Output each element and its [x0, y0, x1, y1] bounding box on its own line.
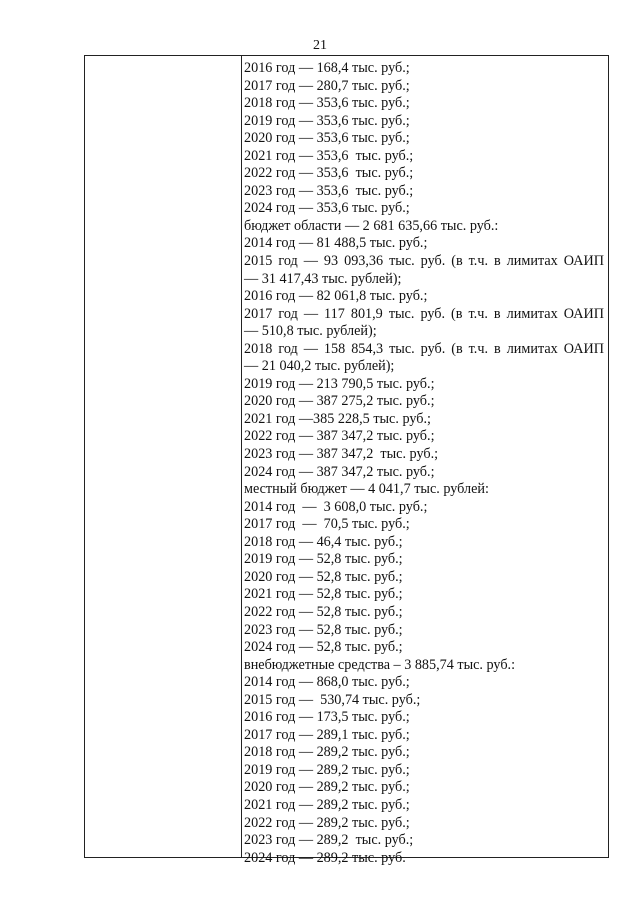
funding-line: 2018 год — 289,2 тыс. руб.; [244, 744, 410, 761]
funding-line: 2014 год — 81 488,5 тыс. руб.; [244, 235, 428, 252]
funding-line: 2024 год — 387 347,2 тыс. руб.; [244, 463, 435, 480]
funding-line: 2021 год — 353,6 тыс. руб.; [244, 147, 414, 164]
funding-line: — 510,8 тыс. рублей); [244, 323, 377, 340]
funding-line: 2019 год — 289,2 тыс. руб.; [244, 761, 410, 778]
funding-line: 2022 год — 387 347,2 тыс. руб.; [244, 428, 435, 445]
funding-line: — 21 040,2 тыс. рублей); [244, 358, 395, 375]
funding-line: 2021 год — 52,8 тыс. руб.; [244, 586, 403, 603]
funding-line: 2017 год — 280,7 тыс. руб.; [244, 77, 410, 94]
funding-line: внебюджетные средства – 3 885,74 тыс. руб.: [244, 656, 516, 673]
funding-line: 2023 год — 52,8 тыс. руб.; [244, 621, 403, 638]
funding-line: 2016 год — 168,4 тыс. руб.; [244, 60, 410, 76]
funding-line: местный бюджет — 4 041,7 тыс. рублей: [244, 481, 489, 498]
column-divider [241, 56, 242, 857]
funding-cell [244, 60, 604, 867]
funding-line: 2019 год — 353,6 тыс. руб.; [244, 112, 410, 129]
funding-line: 2014 год — 3 608,0 тыс. руб.; [244, 498, 428, 515]
funding-line: 2022 год — 52,8 тыс. руб.; [244, 603, 403, 620]
funding-line: 2018 год — 353,6 тыс. руб.; [244, 95, 410, 112]
funding-line: 2021 год — 289,2 тыс. руб.; [244, 796, 410, 813]
funding-line: 2024 год — 353,6 тыс. руб.; [244, 200, 410, 217]
funding-line: 2017 год — 289,1 тыс. руб.; [244, 726, 410, 743]
funding-line: 2016 год — 173,5 тыс. руб.; [244, 709, 410, 726]
funding-line: 2019 год — 213 790,5 тыс. руб.; [244, 375, 435, 392]
funding-line: — 31 417,43 тыс. рублей); [244, 270, 402, 287]
funding-line: 2020 год — 387 275,2 тыс. руб.; [244, 393, 435, 410]
funding-line: 2024 год — 289,2 тыс. руб. [244, 849, 406, 866]
funding-line: 2015 год — 530,74 тыс. руб.; [244, 691, 421, 708]
funding-line: 2022 год — 353,6 тыс. руб.; [244, 165, 414, 182]
funding-line: 2020 год — 289,2 тыс. руб.; [244, 779, 410, 796]
funding-line: 2014 год — 868,0 тыс. руб.; [244, 674, 410, 691]
funding-line: 2016 год — 82 061,8 тыс. руб.; [244, 288, 428, 305]
funding-table [84, 55, 609, 866]
funding-line: 2019 год — 52,8 тыс. руб.; [244, 551, 403, 568]
funding-line: 2021 год —385 228,5 тыс. руб.; [244, 410, 431, 427]
funding-line: 2020 год — 353,6 тыс. руб.; [244, 130, 410, 147]
funding-line: 2020 год — 52,8 тыс. руб.; [244, 568, 403, 585]
funding-line: 2023 год — 387 347,2 тыс. руб.; [244, 446, 439, 463]
funding-line: бюджет области — 2 681 635,66 тыс. руб.: [244, 217, 499, 234]
funding-line: 2024 год — 52,8 тыс. руб.; [244, 639, 403, 656]
funding-line: 2022 год — 289,2 тыс. руб.; [244, 814, 410, 831]
funding-line: 2015 год — 93 093,36 тыс. руб. (в т.ч. в лимитах ОАИП [244, 253, 604, 270]
funding-line: 2018 год — 46,4 тыс. руб.; [244, 533, 403, 550]
page-number: 21 [313, 38, 327, 53]
funding-line: 2017 год — 117 801,9 тыс. руб. (в т.ч. в лимитах ОАИП [244, 305, 604, 322]
funding-line: 2023 год — 289,2 тыс. руб.; [244, 832, 414, 849]
funding-line: 2023 год — 353,6 тыс. руб.; [244, 182, 414, 199]
funding-line: 2018 год — 158 854,3 тыс. руб. (в т.ч. в лимитах ОАИП [244, 340, 604, 357]
funding-line: 2017 год — 70,5 тыс. руб.; [244, 516, 410, 533]
